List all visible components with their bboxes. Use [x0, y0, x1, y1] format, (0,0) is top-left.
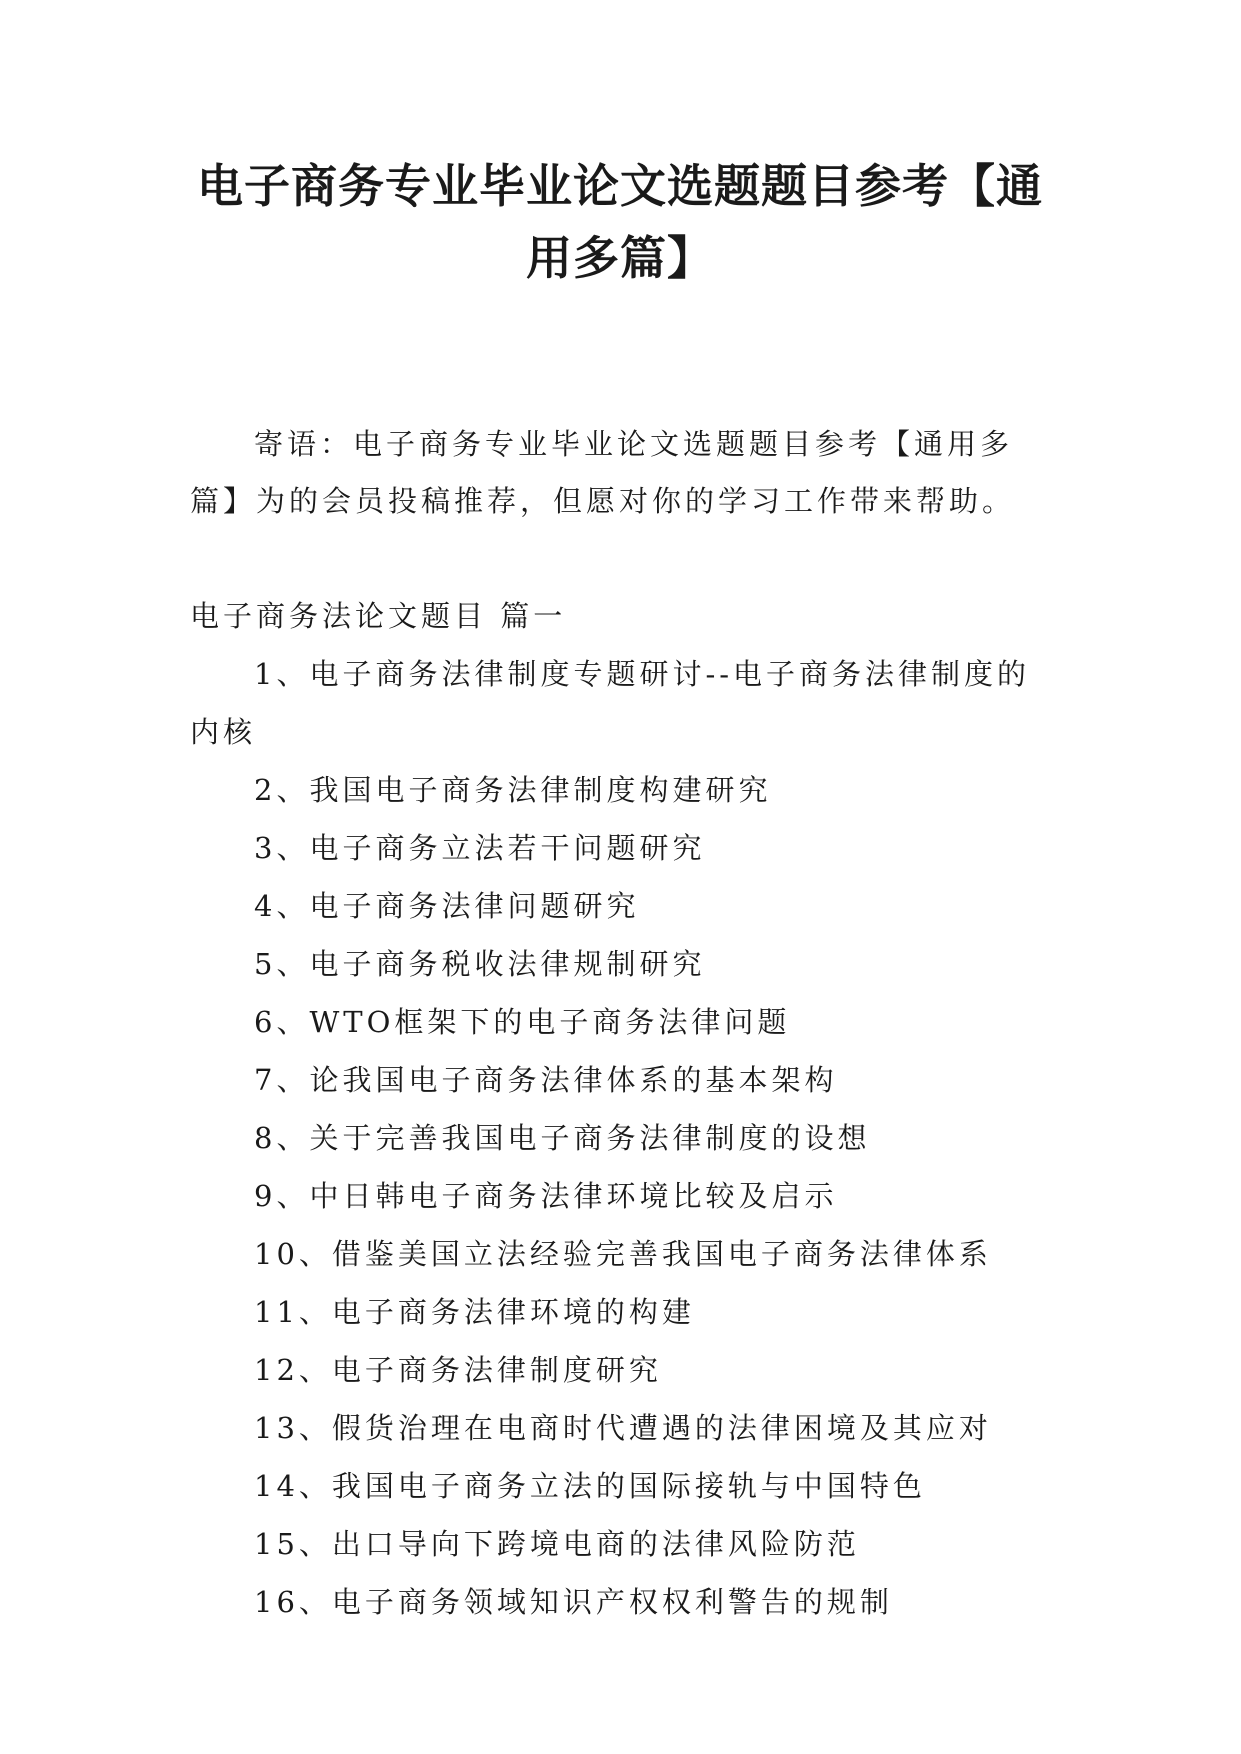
topic-item: 12、电子商务法律制度研究: [254, 1353, 662, 1387]
topic-item: 4、电子商务法律问题研究: [254, 889, 640, 923]
document-page: [190, 150, 1050, 1631]
topic-item: 5、电子商务税收法律规制研究: [254, 947, 706, 981]
topic-item: 10、借鉴美国立法经验完善我国电子商务法律体系: [254, 1237, 992, 1271]
intro-paragraph: 寄语：电子商务专业毕业论文选题题目参考【通用多篇】为的会员投稿推荐，但愿对你的学习工作带来帮助。: [190, 427, 1016, 518]
document-title: 电子商务专业毕业论文选题题目参考【通用多篇】: [197, 159, 1043, 285]
topic-item: 1、电子商务法律制度专题研讨--电子商务法律制度的内核: [190, 657, 1031, 749]
topic-item: 14、我国电子商务立法的国际接轨与中国特色: [254, 1469, 926, 1503]
topic-item: 8、关于完善我国电子商务法律制度的设想: [254, 1121, 871, 1155]
topic-item: 15、出口导向下跨境电商的法律风险防范: [254, 1527, 860, 1561]
topic-item: 16、电子商务领域知识产权权利警告的规制: [254, 1585, 893, 1619]
topic-item: 6、WTO框架下的电子商务法律问题: [254, 1005, 791, 1039]
topic-item: 11、电子商务法律环境的构建: [254, 1295, 695, 1329]
topic-item: 13、假货治理在电商时代遭遇的法律困境及其应对: [254, 1411, 992, 1445]
topic-list: [190, 645, 1050, 1631]
topic-item: 7、论我国电子商务法律体系的基本架构: [254, 1063, 838, 1097]
section-heading: 电子商务法论文题目 篇一: [190, 599, 567, 633]
topic-item: 3、电子商务立法若干问题研究: [254, 831, 706, 865]
topic-item: 2、我国电子商务法律制度构建研究: [254, 773, 772, 807]
topic-item: 9、中日韩电子商务法律环境比较及启示: [254, 1179, 838, 1213]
